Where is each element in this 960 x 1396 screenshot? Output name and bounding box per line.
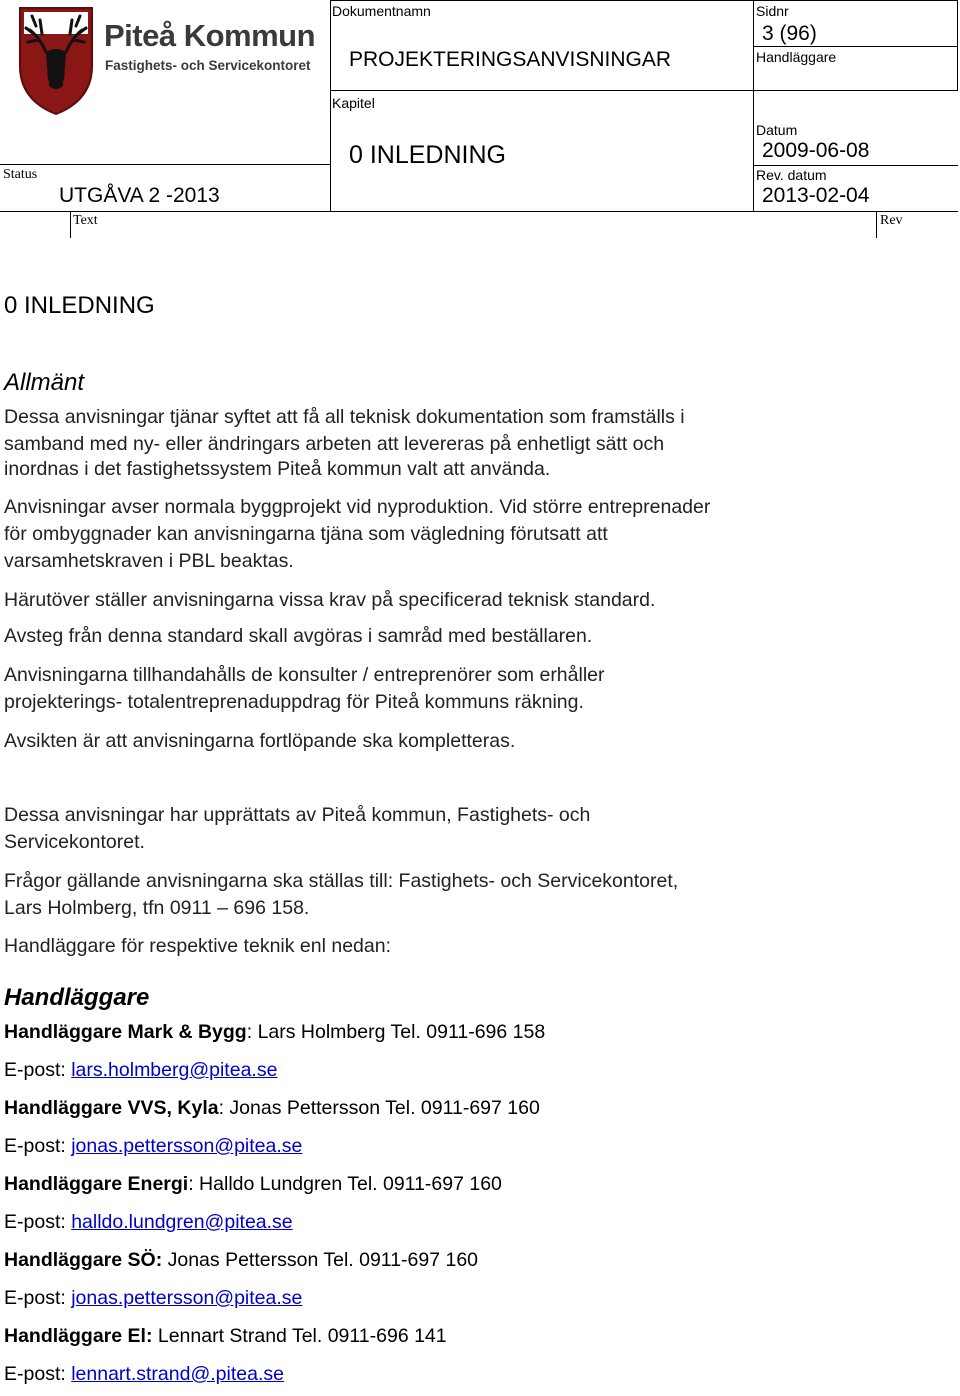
contact-role: Handläggare El:: [4, 1325, 153, 1347]
paragraph-line: Lars Holmberg, tfn 0911 – 696 158.: [4, 897, 310, 919]
contact-row: [4, 1247, 478, 1274]
status-value: UTGÅVA 2 -2013: [59, 184, 220, 207]
contact-role: Handläggare VVS, Kyla: [4, 1097, 219, 1119]
contact-row: [4, 1171, 502, 1198]
document-name: PROJEKTERINGSANVISNINGAR: [349, 48, 672, 71]
paragraph-line: varsamhetskraven i PBL beaktas.: [4, 550, 294, 572]
logo-subtitle: Fastighets- och Servicekontoret: [105, 58, 311, 73]
handler-label: Handläggare: [756, 49, 837, 65]
page-title: 0 INLEDNING: [4, 292, 155, 319]
municipality-logo: [14, 4, 334, 116]
contact-email-row: [4, 1057, 277, 1084]
contact-row: [4, 1095, 540, 1122]
date-label: Datum: [756, 122, 798, 138]
text-label: Text: [73, 213, 98, 228]
email-link[interactable]: lennart.strand@.pitea.se: [71, 1363, 284, 1385]
contact-row: [4, 1019, 545, 1046]
contact-email-row: [4, 1285, 302, 1312]
paragraph-line: för ombyggnader kan anvisningarna tjäna som vägledning förutsatt att: [4, 523, 608, 545]
email-label: E-post:: [4, 1287, 72, 1309]
contact-role: Handläggare Energi: [4, 1173, 189, 1195]
paragraph-line: Handläggare för respektive teknik enl nedan:: [4, 935, 391, 957]
paragraph-line: Servicekontoret.: [4, 831, 145, 853]
contact-role: Handläggare SÖ:: [4, 1249, 163, 1271]
contact-details: Jonas Pettersson Tel. 0911-697 160: [162, 1249, 479, 1271]
contact-details: : Lars Holmberg Tel. 0911-696 158: [246, 1021, 546, 1043]
paragraph-line: Avsteg från denna standard skall avgöras i samråd med beställaren.: [4, 625, 593, 647]
page-label: Sidnr: [756, 3, 789, 19]
rev-date-label: Rev. datum: [756, 167, 827, 183]
section-heading-handlers: Handläggare: [4, 984, 150, 1011]
email-label: E-post:: [4, 1135, 72, 1157]
contact-details: : Jonas Pettersson Tel. 0911-697 160: [218, 1097, 540, 1119]
rev-date-value: 2013-02-04: [762, 184, 870, 207]
contact-row: [4, 1323, 447, 1350]
email-link[interactable]: jonas.pettersson@pitea.se: [71, 1287, 303, 1309]
date-value: 2009-06-08: [762, 139, 870, 162]
email-label: E-post:: [4, 1059, 72, 1081]
reindeer-shield-icon: [16, 4, 96, 116]
logo-title: Piteå Kommun: [104, 18, 316, 53]
contact-details: : Halldo Lundgren Tel. 0911-697 160: [188, 1173, 502, 1195]
email-link[interactable]: lars.holmberg@pitea.se: [71, 1059, 278, 1081]
paragraph-line: Anvisningarna tillhandahålls de konsulter / entreprenörer som erhåller: [4, 664, 605, 686]
contact-email-row: [4, 1361, 284, 1388]
paragraph-line: Dessa anvisningar tjänar syftet att få all teknisk dokumentation som framställs i: [4, 406, 685, 428]
email-link[interactable]: halldo.lundgren@pitea.se: [71, 1211, 293, 1233]
paragraph-line: inordnas i det fastighetssystem Piteå kommun valt att använda.: [4, 458, 551, 480]
document-name-label: Dokumentnamn: [332, 3, 431, 19]
paragraph-line: Avsikten är att anvisningarna fortlöpande ska kompletteras.: [4, 730, 516, 752]
email-label: E-post:: [4, 1363, 72, 1385]
contact-email-row: [4, 1209, 293, 1236]
paragraph-line: Härutöver ställer anvisningarna vissa krav på specificerad teknisk standard.: [4, 589, 656, 611]
paragraph-line: Anvisningar avser normala byggprojekt vid nyproduktion. Vid större entreprenader: [4, 496, 711, 518]
paragraph-line: Dessa anvisningar har upprättats av Piteå kommun, Fastighets- och: [4, 804, 591, 826]
paragraph-line: projekterings- totalentreprenaduppdrag för Piteå kommuns räkning.: [4, 691, 584, 713]
rev-label: Rev: [880, 213, 903, 228]
status-label: Status: [3, 167, 38, 182]
contact-details: Lennart Strand Tel. 0911-696 141: [152, 1325, 447, 1347]
contact-role: Handläggare Mark & Bygg: [4, 1021, 247, 1043]
paragraph-line: Frågor gällande anvisningarna ska ställas till: Fastighets- och Servicekontoret,: [4, 870, 679, 892]
chapter-label: Kapitel: [332, 95, 375, 111]
chapter-value: 0 INLEDNING: [349, 141, 506, 169]
document-header: [0, 0, 960, 240]
email-link[interactable]: jonas.pettersson@pitea.se: [71, 1135, 303, 1157]
contact-email-row: [4, 1133, 302, 1160]
paragraph-line: samband med ny- eller ändringars arbeten att levereras på enhetligt sätt och: [4, 433, 665, 455]
section-heading-general: Allmänt: [4, 369, 85, 396]
page-number: 3 (96): [762, 22, 817, 45]
email-label: E-post:: [4, 1211, 72, 1233]
